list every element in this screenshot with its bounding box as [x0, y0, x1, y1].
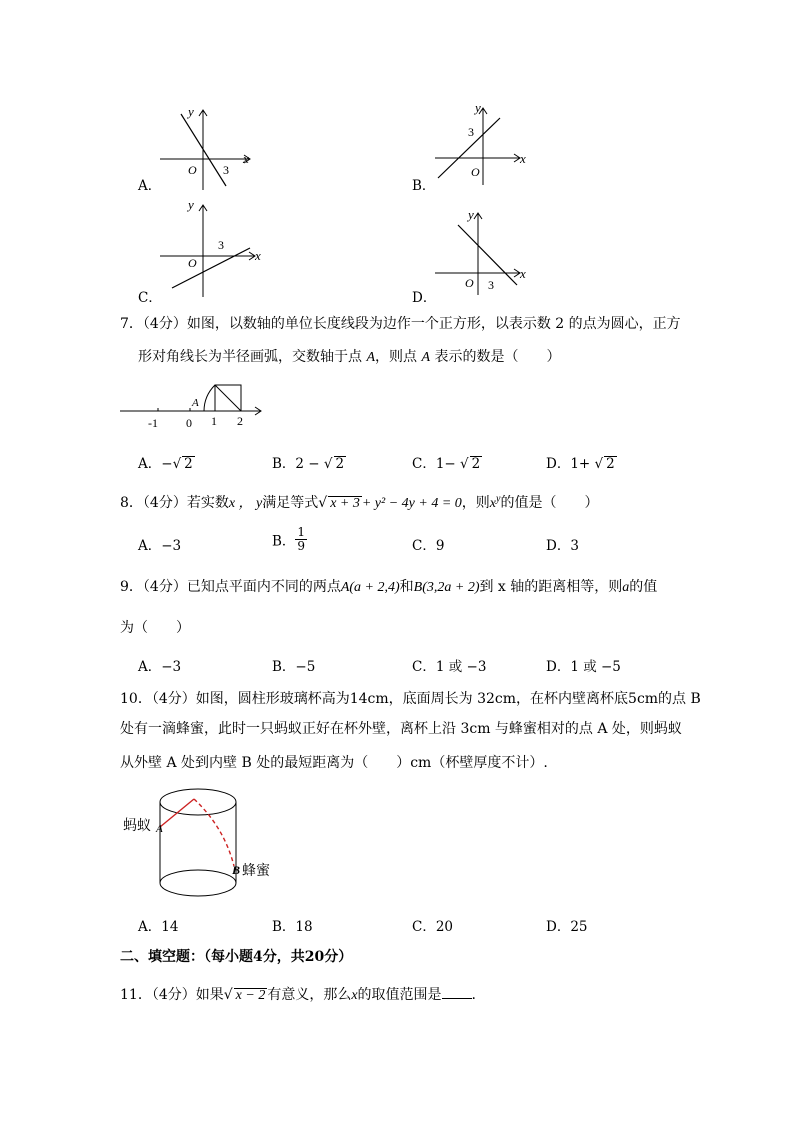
q7-label-2: 2	[237, 414, 243, 428]
q7-label-0: 0	[186, 416, 192, 430]
graph-a	[155, 100, 265, 195]
sqrt-icon: √	[318, 495, 328, 511]
q11-stem: 11．（4分）如果√ x − 2 有意义，那么x的取值范围是 .	[120, 987, 476, 1003]
graph-d-tick: 3	[488, 278, 494, 292]
q7-label-neg1: -1	[148, 416, 158, 430]
graph-a-origin: O	[188, 163, 197, 177]
graph-b	[430, 100, 540, 195]
q10-line3: 从外壁 A 处到内壁 B 处的最短距离为（ ）cm（杯壁厚度不计）.	[120, 755, 548, 771]
graph-d-x-label: x	[520, 266, 526, 281]
q9-option-d[interactable]: D．1 或 −5	[546, 659, 621, 675]
q7-option-b[interactable]: B．2 − √ 2	[272, 456, 345, 472]
graph-a-x-label: x	[243, 151, 249, 166]
q8-option-a[interactable]: A．−3	[138, 538, 182, 554]
q7-label-1: 1	[211, 414, 217, 428]
graph-c-x-label: x	[255, 248, 261, 263]
graph-a-y-label: y	[188, 104, 194, 119]
q10-option-d[interactable]: D．25	[546, 919, 588, 935]
sqrt-icon: √	[594, 456, 604, 472]
graph-d-y-label: y	[468, 207, 474, 222]
graph-c	[155, 195, 265, 300]
q7-option-c[interactable]: C．1− √ 2	[412, 456, 481, 472]
sqrt-icon: √	[460, 456, 469, 472]
q8-option-d[interactable]: D．3	[546, 538, 579, 554]
graph-c-origin: O	[188, 256, 197, 270]
q9-line2: 为（ ）	[120, 620, 190, 636]
graph-c-tick: 3	[218, 238, 224, 252]
q10-ant-label: 蚂蚁	[123, 819, 151, 834]
q7-option-a[interactable]: A．−√ 2	[138, 456, 193, 472]
option-b-label: B．	[412, 178, 436, 194]
q9-option-b[interactable]: B．−5	[272, 659, 316, 675]
graph-a-tick: 3	[223, 163, 229, 177]
section-2-title: 二、填空题：（每小题4分，共20分）	[120, 949, 353, 965]
q9-option-a[interactable]: A．−3	[138, 659, 182, 675]
q10-point-a: A	[156, 823, 163, 835]
graph-b-tick: 3	[468, 125, 474, 139]
q7-line2: 形对角线长为半径画弧，交数轴于点 A，则点 A 表示的数是（ ）	[138, 349, 561, 365]
q7-line1: 7．（4分）如图，以数轴的单位长度线段为边作一个正方形，以表示数 2 的点为圆心，正方	[120, 316, 681, 332]
option-a-label: A．	[138, 178, 162, 194]
graph-b-origin: O	[471, 165, 480, 179]
q10-cylinder-figure	[118, 782, 283, 902]
q10-option-b[interactable]: B．18	[272, 919, 313, 935]
sqrt-icon: √	[323, 456, 333, 472]
q8-option-c[interactable]: C．9	[412, 538, 445, 554]
q10-line1: 10．（4分）如图，圆柱形玻璃杯高为14cm，底面周长为 32cm，在杯内壁离杯底5cm的点 B	[120, 691, 701, 707]
q7-number-line-figure	[118, 378, 268, 430]
q7-point-a: A	[192, 397, 199, 409]
option-c-label: C．	[138, 290, 162, 306]
graph-b-y-label: y	[475, 100, 481, 115]
q9-option-c[interactable]: C．1 或 −3	[412, 659, 487, 675]
q8-stem: 8．（4分）若实数x ， y满足等式√ x + 3 + y² − 4y + 4 = 0，则$x^y$的值是（ ）	[120, 493, 599, 511]
graph-d-origin: O	[465, 276, 474, 290]
graph-d	[430, 205, 540, 300]
graph-c-y-label: y	[188, 197, 194, 212]
q8-option-b[interactable]: B． $\frac{1}{9}$	[272, 525, 306, 553]
q7-option-d[interactable]: D．1+ √ 2	[546, 456, 615, 472]
sqrt-icon: √	[172, 456, 182, 472]
option-d-label: D．	[412, 290, 437, 306]
graph-b-x-label: x	[520, 151, 526, 166]
q10-honey-label: 蜂蜜	[242, 864, 270, 879]
q10-option-a[interactable]: A．14	[138, 919, 179, 935]
q10-line2: 处有一滴蜂蜜，此时一只蚂蚁正好在杯外壁，离杯上沿 3cm 与蜂蜜相对的点 A 处，则蚂蚁	[120, 721, 682, 737]
q10-point-b: B	[232, 863, 241, 877]
q10-option-c[interactable]: C．20	[412, 919, 454, 935]
q11-answer-blank[interactable]	[442, 998, 472, 999]
sqrt-icon: √	[223, 987, 233, 1003]
q9-line1: 9．（4分）已知点平面内不同的两点A(a + 2,4)和B(3,2a + 2)到 x 轴的距离相等，则a的值	[120, 579, 658, 595]
